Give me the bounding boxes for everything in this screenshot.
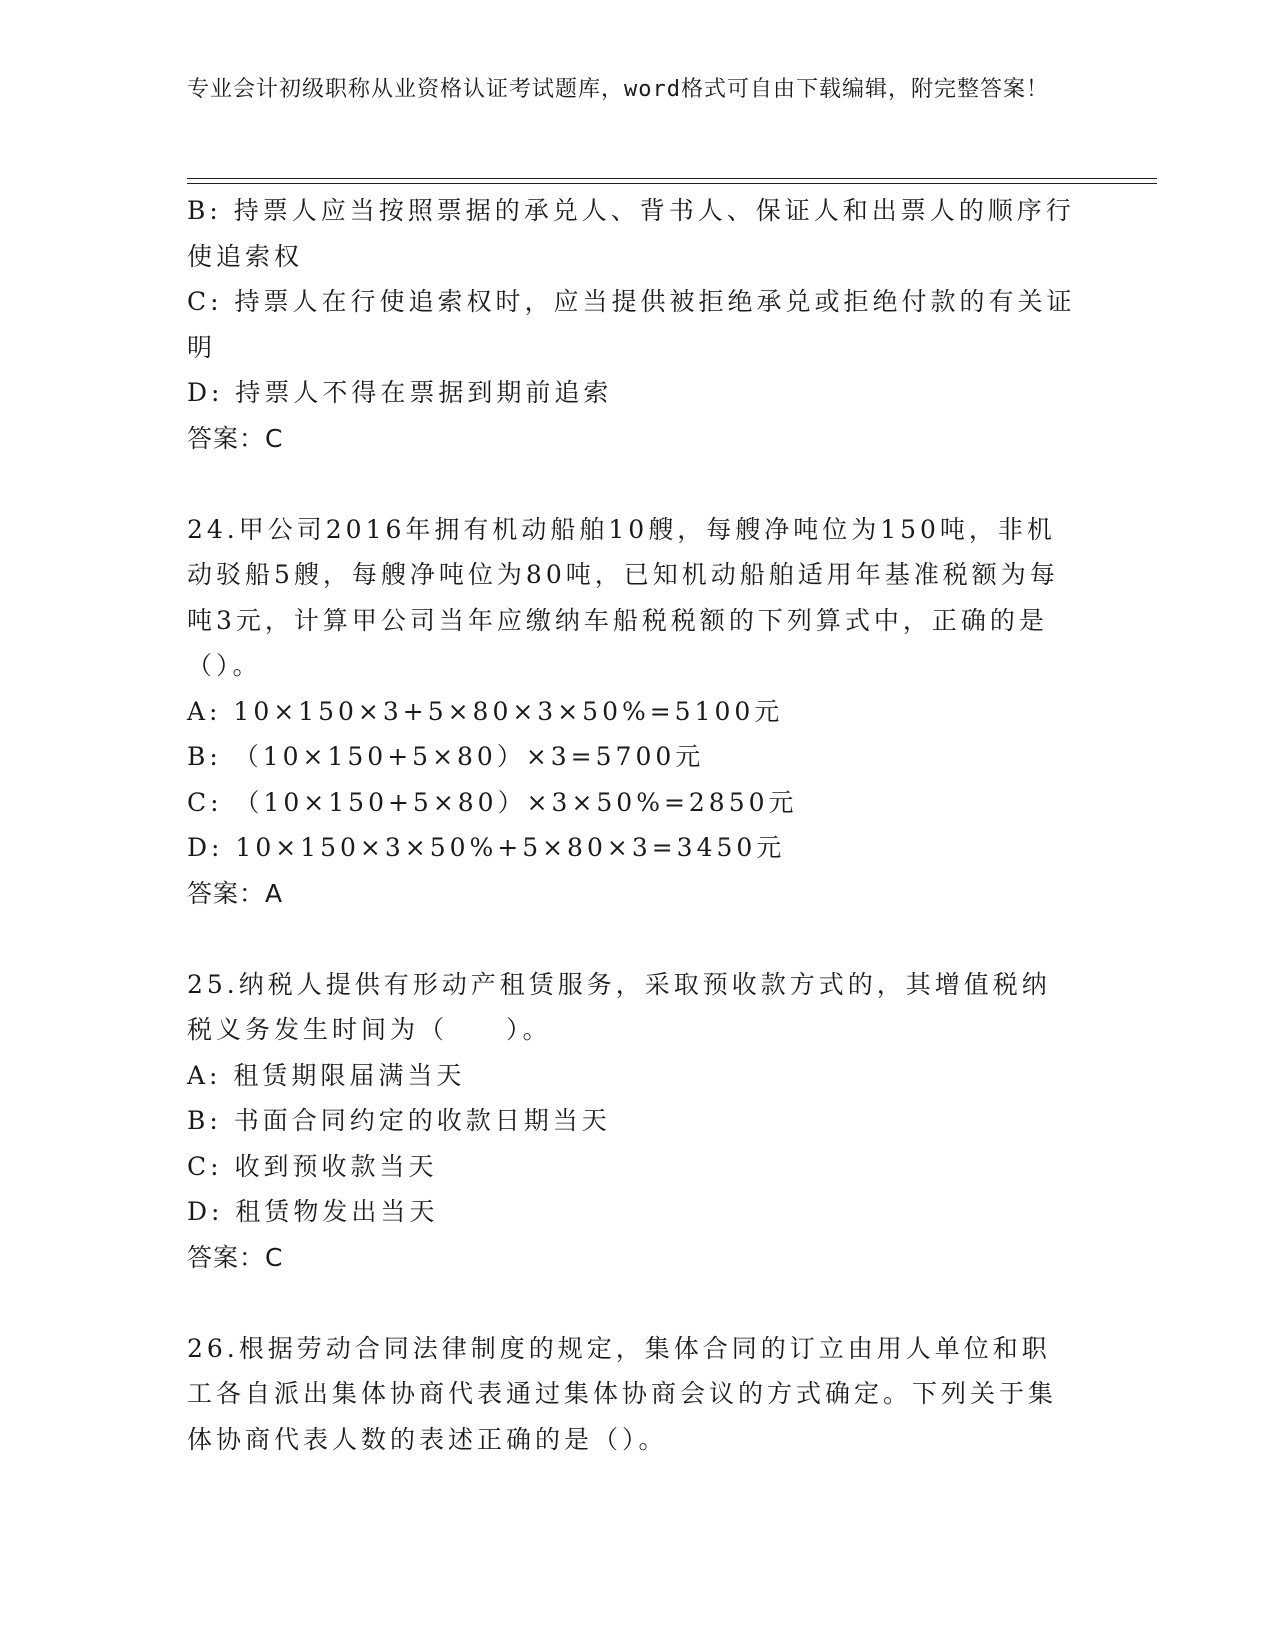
question-24 [187, 507, 1077, 917]
option-b: B: （10×150+5×80）×3=5700元 [187, 742, 705, 771]
document-header: 专业会计初级职称从业资格认证考试题库，word格式可自由下载编辑，附完整答案！ [187, 77, 1049, 102]
header-rule-top [187, 178, 1157, 179]
option-d: D: 持票人不得在票据到期前追索 [187, 378, 613, 407]
option-c: C: 收到预收款当天 [187, 1151, 438, 1181]
option-d: D: 10×150×3×50%+5×80×3=3450元 [187, 833, 786, 862]
option-b: B: 持票人应当按照票据的承兑人、背书人、保证人和出票人的顺序行使追索权 [187, 196, 1075, 271]
option-c: C: （10×150+5×80）×3×50%=2850元 [187, 787, 798, 817]
spacer [187, 1280, 1077, 1326]
option-a: A: 租赁期限届满当天 [187, 1060, 466, 1090]
answer: 答案：A [187, 878, 284, 908]
question-23-tail [187, 188, 1077, 461]
option-b: B: 书面合同约定的收款日期当天 [187, 1106, 611, 1135]
question-text: 26.根据劳动合同法律制度的规定，集体合同的订立由用人单位和职工各自派出集体协商代表通过集体协商会议的方式确定。下列关于集体协商代表人数的表述正确的是（）。 [187, 1333, 1058, 1454]
document-body [187, 188, 1077, 1462]
spacer [187, 916, 1077, 962]
question-25 [187, 962, 1077, 1281]
question-text: 24.甲公司2016年拥有机动船舶10艘，每艘净吨位为150吨，非机动驳船5艘，每艘净吨位为80吨，已知机动船舶适用年基准税额为每吨3元，计算甲公司当年应缴纳车船税税额的下列算式中，正确的是（）。 [187, 514, 1059, 680]
answer: 答案：C [187, 423, 284, 453]
option-d: D: 租赁物发出当天 [187, 1197, 439, 1226]
answer: 答案：C [187, 1242, 284, 1272]
spacer [187, 461, 1077, 507]
option-a: A: 10×150×3+5×80×3×50%=5100元 [187, 696, 784, 726]
option-c: C: 持票人在行使追索权时，应当提供被拒绝承兑或拒绝付款的有关证明 [187, 287, 1076, 362]
question-26 [187, 1326, 1077, 1463]
header-rule-bottom [187, 183, 1157, 184]
question-text: 25.纳税人提供有形动产租赁服务，采取预收款方式的，其增值税纳税义务发生时间为（ ）。 [187, 969, 1051, 1044]
